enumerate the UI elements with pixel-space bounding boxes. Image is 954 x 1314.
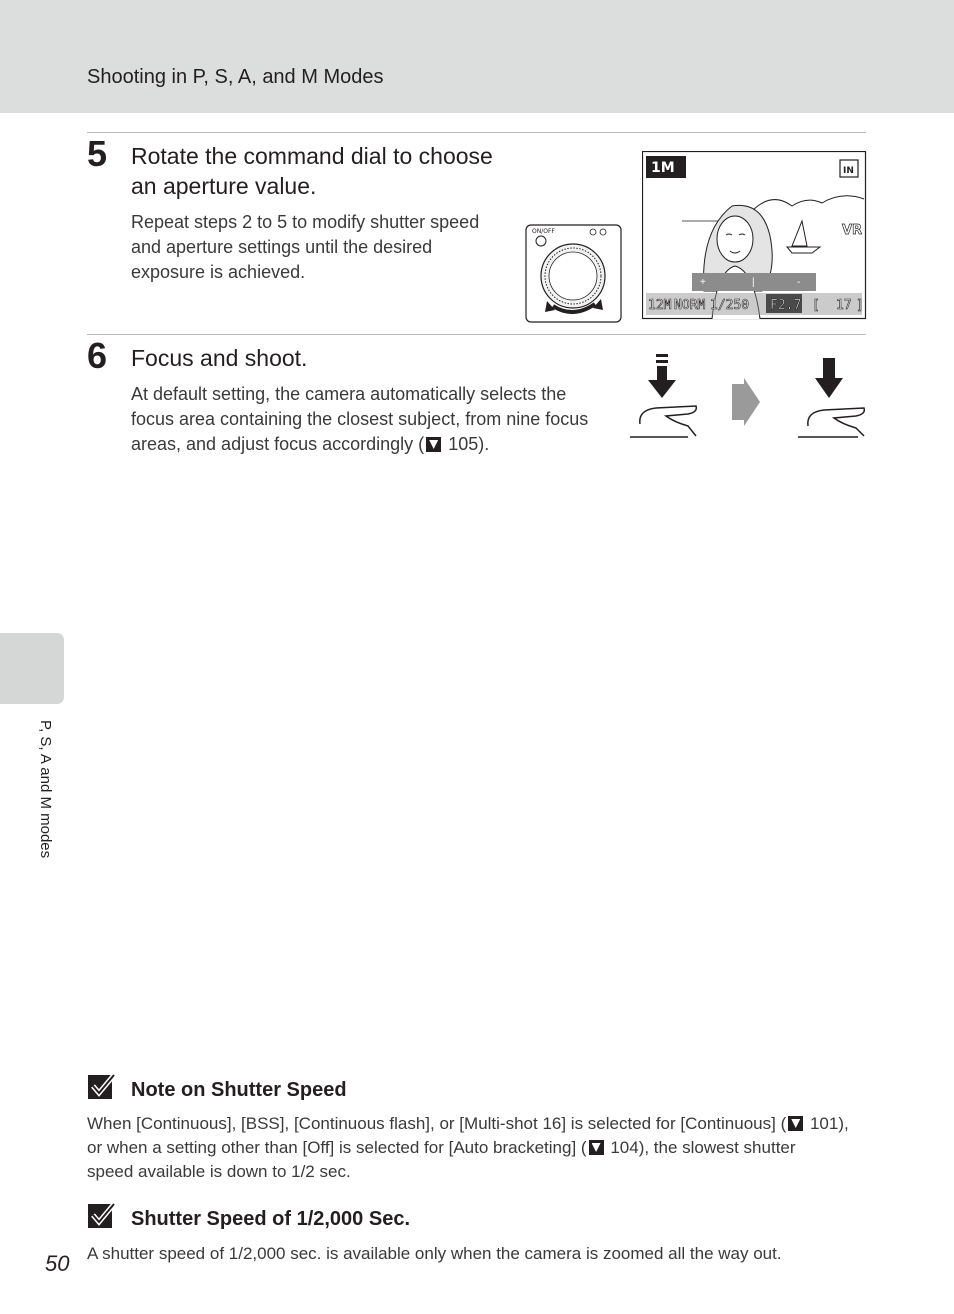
lcd-aperture: F2.7 xyxy=(770,298,802,313)
page-number: 50 xyxy=(45,1251,70,1276)
divider xyxy=(87,334,866,335)
body-line: exposure is achieved. xyxy=(131,262,306,282)
note-text: or when a setting other than [Off] is selected for [Auto bracketing] ( xyxy=(87,1138,587,1157)
chapter-label: P, S, A and M modes xyxy=(37,720,54,859)
page-reference-number: 105 xyxy=(448,434,479,454)
section-title: Shooting in P, S, A, and M Modes xyxy=(87,66,384,88)
step-body xyxy=(131,382,588,457)
lcd-memory-label: IN xyxy=(843,166,854,176)
header-band xyxy=(0,0,954,113)
note-line: speed available is down to 1/2 sec. xyxy=(87,1162,351,1181)
body-line: focus area containing the closest subject, from nine focus xyxy=(131,409,589,429)
step-title: Focus and shoot. xyxy=(131,345,308,371)
svg-text:+: + xyxy=(700,277,706,288)
svg-text:[: [ xyxy=(812,298,820,313)
shutter-press-illustration xyxy=(626,352,868,444)
note-heading: Shutter Speed of 1/2,000 Sec. xyxy=(131,1208,410,1230)
svg-text:-: - xyxy=(797,277,801,288)
page-reference-icon xyxy=(426,437,441,452)
note-body xyxy=(87,1112,849,1184)
lcd-monitor-illustration xyxy=(642,151,867,320)
svg-text:|: | xyxy=(752,277,755,288)
lcd-image-size: 12M xyxy=(648,298,672,313)
lcd-shutter-speed: 1/250 xyxy=(710,298,750,313)
note-line xyxy=(87,1112,849,1136)
dial-on-off-label: ON/OFF xyxy=(532,228,555,235)
command-dial-illustration xyxy=(525,224,622,323)
body-text: areas, and adjust focus accordingly ( xyxy=(131,434,425,454)
divider xyxy=(87,132,866,133)
svg-text:]: ] xyxy=(856,298,864,313)
page-reference-icon xyxy=(589,1140,604,1155)
note-text: When [Continuous], [BSS], [Continuous flash], or [Multi-shot 16] is selected for [Continuous] ( xyxy=(87,1114,787,1133)
step-body xyxy=(131,210,479,285)
body-text: ). xyxy=(478,434,490,454)
note-heading: Note on Shutter Speed xyxy=(131,1079,347,1101)
body-line: and aperture settings until the desired xyxy=(131,237,433,257)
lcd-exposures-remaining: 17 xyxy=(836,298,852,313)
svg-text:1M: 1M xyxy=(651,160,675,176)
lcd-quality: NORM xyxy=(674,298,706,313)
step-title xyxy=(131,141,493,201)
step-title-line: an aperture value. xyxy=(131,173,317,199)
note-text: ), xyxy=(838,1114,849,1133)
page-reference-icon xyxy=(788,1116,803,1131)
checkmark-note-icon xyxy=(88,1202,116,1230)
note-body xyxy=(87,1242,782,1266)
page-reference-number: 101 xyxy=(809,1114,839,1133)
lcd-vr-label: VR xyxy=(842,223,863,238)
body-line xyxy=(131,432,588,457)
page-reference-number: 104 xyxy=(610,1138,639,1157)
note-text: ), the slowest shutter xyxy=(638,1138,796,1157)
step-number: 6 xyxy=(87,335,108,376)
step-title-line: Rotate the command dial to choose xyxy=(131,143,493,169)
body-line: Repeat steps 2 to 5 to modify shutter speed xyxy=(131,212,480,232)
note-line xyxy=(87,1136,849,1160)
chapter-tab xyxy=(0,633,64,704)
body-line: At default setting, the camera automatically selects the xyxy=(131,384,567,404)
note-line: A shutter speed of 1/2,000 sec. is available only when the camera is zoomed all the way out. xyxy=(87,1244,782,1263)
step-number: 5 xyxy=(87,133,108,174)
checkmark-note-icon xyxy=(88,1073,116,1101)
